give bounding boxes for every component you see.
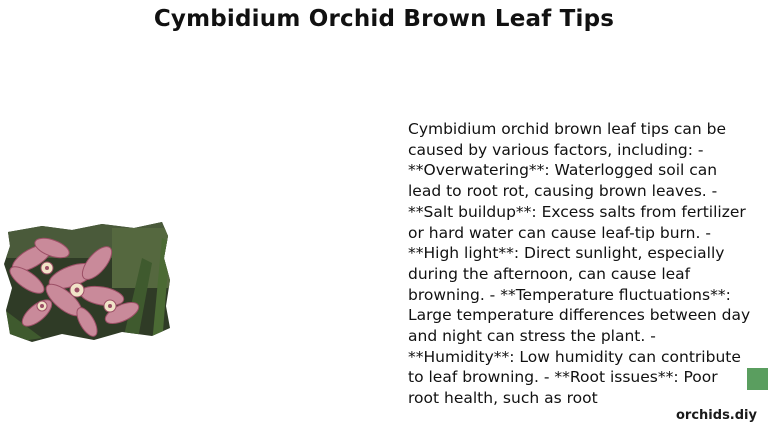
- accent-square: [747, 368, 768, 390]
- orchid-photo: [2, 218, 172, 344]
- brand-logo-text: orchids.diy: [676, 408, 757, 423]
- article-text: Cymbidium orchid brown leaf tips can be caused by various factors, including: - **Overwatering**: Waterlogged soil can lead to root rot, causing brown leaves. - **Salt buildup**: Excess salts from fertilizer or hard water can cause leaf-tip burn. - **High light**: Direct sunlight, especially during the afternoon, can cause leaf browning. - **Temperature fluctuations**: Large temperature differences between day and night can stress the plant. - **Humidity**: Low humidity can contribute to leaf browning. - **Root issues**: Poor root health, such as root: [408, 120, 751, 408]
- page-title: Cymbidium Orchid Brown Leaf Tips: [153, 6, 615, 32]
